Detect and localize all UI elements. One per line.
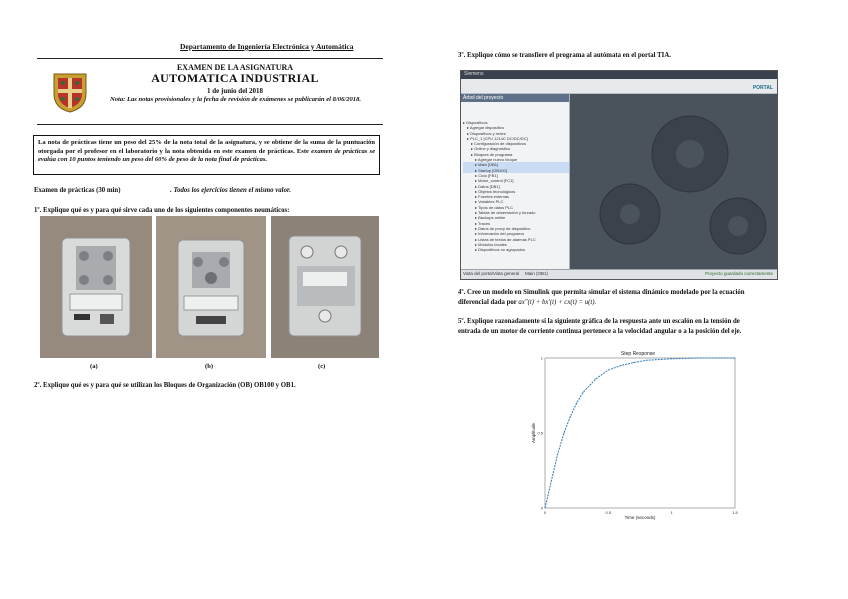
tia-tree-item[interactable]: ▸ Tablas de observación y forzado — [475, 210, 536, 216]
pneumatic-component-b-photo — [156, 216, 266, 358]
exam-duration-note: . Todos los ejercicios tienen el mismo valor. — [170, 187, 291, 194]
header-divider-top — [37, 58, 383, 59]
chart-point — [551, 481, 552, 482]
photo-caption-b: (b) — [205, 363, 214, 370]
tia-tree-item[interactable]: ▸ Fuentes externas — [475, 194, 510, 200]
chart-point — [583, 392, 584, 393]
question-4-line-1: 4º. Cree un modelo en Simulink que permita simular el sistema dinámico modelado por la ecuación — [458, 289, 745, 296]
tia-tree-item[interactable]: ▸ Agregar dispositivo — [467, 125, 504, 131]
question-4-equation: ax″(t) + bx′(t) + cx(t) = u(t). — [518, 299, 597, 306]
chart-point — [564, 433, 565, 434]
chart-x-tick-label: 0.5 — [605, 510, 612, 515]
tia-tree-item[interactable]: ▸ Datos [DB1] — [475, 183, 500, 189]
tia-tree-item[interactable]: ▸ Ciclo [FB1] — [475, 172, 498, 178]
tia-panel-title: Árbol del proyecto — [461, 94, 569, 102]
tia-tree-item[interactable]: ▸ Online y diagnóstico — [471, 146, 511, 152]
exam-note: Nota: Las notas provisionales y la fecha de revisión de exámenes se publicarán el 8/06/2018. — [109, 96, 362, 103]
chart-x-tick-label: 1 — [670, 510, 673, 515]
tia-portal-screenshot — [460, 70, 778, 280]
tia-tree-item[interactable]: ▸ Dispositivos y redes — [467, 130, 506, 136]
chart-xlabel: Time (seconds) — [624, 515, 656, 520]
tia-tree-item[interactable]: ▸ Información del programa — [475, 231, 524, 237]
exam-duration — [34, 187, 291, 194]
tia-tree-item[interactable]: ▸ Traces — [475, 220, 491, 226]
chart-point — [697, 358, 698, 359]
tia-tree-item[interactable]: ▸ Dispositivos — [463, 120, 488, 125]
photo-caption-a: (a) — [90, 363, 98, 370]
tia-toolbar — [461, 79, 777, 94]
chart-point — [557, 454, 558, 455]
tia-tree-item[interactable]: ▸ Objetos tecnológicos — [475, 188, 516, 194]
tia-tree-item[interactable]: ▸ Módulos locales — [475, 241, 507, 247]
tia-workspace-gears — [570, 94, 777, 269]
tia-tab-portal-view[interactable]: Vista del portal — [463, 271, 493, 276]
chart-point — [570, 416, 571, 417]
tia-tree-item[interactable]: ▸ Configuración de dispositivos — [471, 141, 527, 147]
chart-point — [671, 358, 672, 359]
chart-title: Step Response — [620, 351, 656, 357]
question-5-line-1: 5º. Explique razonadamente si la siguiente gráfica de la respuesta ante un escalón en la tensión de — [458, 318, 740, 325]
question-4-text: diferencial dada por — [458, 299, 519, 306]
header-divider-bottom — [37, 124, 383, 125]
chart-point — [646, 360, 647, 361]
tia-window-title: Siemens — [464, 71, 484, 77]
tia-tree-item[interactable]: ▸ Listas de textos de alarmas PLC — [475, 236, 536, 242]
question-4-line-2 — [458, 299, 596, 306]
chart-point — [608, 370, 609, 371]
exam-date: 1 de junio del 2018 — [206, 87, 263, 95]
tia-tree-item[interactable]: ▸ Main [OB1] — [463, 162, 569, 167]
chart-point — [576, 403, 577, 404]
tia-tab-overview[interactable]: Vista general — [493, 271, 520, 276]
question-3: 3º. Explique cómo se transfiere el programa al autómata en el portal TIA. — [458, 52, 671, 59]
grading-info-text: La nota de prácticas tiene un peso del 25% de la nota total de la asignatura, y se obtiene de la suma de la puntuación otorgada por el profesor en el laboratorio y la nota obtenida en este examen de prácticas. Este — [38, 139, 375, 155]
question-1: 1º. Explique qué es y para qué sirve cada uno de los siguientes componentes neumáticos: — [34, 207, 290, 214]
tia-status-text: Proyecto guardado correctamente — [704, 271, 773, 276]
tia-tab-main-ob1[interactable]: Main (OB1) — [525, 271, 549, 276]
chart-point — [545, 508, 546, 509]
chart-point — [595, 379, 596, 380]
pneumatic-component-a-photo — [40, 216, 152, 358]
chart-ylabel: Amplitude — [531, 422, 536, 444]
chart-y-tick-label: 0.5 — [537, 430, 543, 436]
question-2: 2º. Explique qué es y para qué se utilizan los Bloques de Organización (OB) OB100 y OB1. — [34, 382, 296, 389]
chart-y-tick-label: 0 — [540, 505, 543, 511]
grading-info-italic: examen de prácticas se evalúa con 10 puntos teniendo un peso del 60% de peso de la nota final de prácticas. — [38, 147, 375, 164]
university-crest-icon — [48, 70, 92, 114]
tia-tree-item[interactable]: ▸ Startup [OB100] — [463, 168, 569, 173]
tia-brand: PORTAL — [752, 85, 773, 91]
chart-x-tick-label: 1.5 — [732, 510, 738, 515]
chart-point — [621, 365, 622, 366]
chart-point — [735, 358, 736, 359]
photo-caption-c: (c) — [318, 363, 326, 370]
tia-tree-item[interactable]: ▸ Tipos de datos PLC — [475, 204, 514, 210]
chart-point — [633, 362, 634, 363]
tia-tree-item[interactable]: ▸ PLC_1 [CPU 1214C DC/DC/DC] — [467, 135, 528, 141]
tia-project-tree — [461, 94, 570, 269]
chart-y-tick-label: 1 — [540, 355, 543, 361]
tia-bottom-bar — [461, 269, 777, 280]
step-response-chart — [530, 348, 745, 523]
tia-tree-item[interactable]: ▸ Variables PLC — [475, 199, 504, 205]
tia-tree-item[interactable]: ▸ Bloques de programa — [471, 151, 513, 157]
tia-title-bar — [461, 71, 777, 79]
tia-tree-item[interactable]: ▸ Backups online — [475, 215, 506, 221]
exam-title: AUTOMATICA INDUSTRIAL — [151, 71, 319, 85]
grading-info-box — [33, 135, 380, 175]
tia-tree-item[interactable]: ▸ Agregar nuevo bloque — [475, 157, 518, 163]
department-title: Departamento de Ingeniería Electrónica y Automática — [180, 42, 354, 51]
pneumatic-component-c-photo — [271, 216, 379, 358]
chart-x-tick-label: 0 — [543, 510, 547, 515]
chart-plot-area — [545, 358, 735, 508]
question-5-line-2: entrada de un motor de corriente continua pertenece a la velocidad angular o a la posición del eje. — [458, 328, 742, 335]
tia-tree-list — [461, 102, 569, 252]
exam-subtitle: EXAMEN DE LA ASIGNATURA — [176, 63, 294, 72]
tia-tree-item[interactable]: ▸ Motor_control [FC1] — [475, 178, 514, 184]
tia-tree-item[interactable]: ▸ Datos de proxy de dispositivo — [475, 225, 531, 231]
tia-tree-item[interactable]: ▸ Dispositivos no agrupados — [475, 247, 526, 253]
exam-duration-label: Examen de prácticas (30 min) — [34, 187, 121, 194]
